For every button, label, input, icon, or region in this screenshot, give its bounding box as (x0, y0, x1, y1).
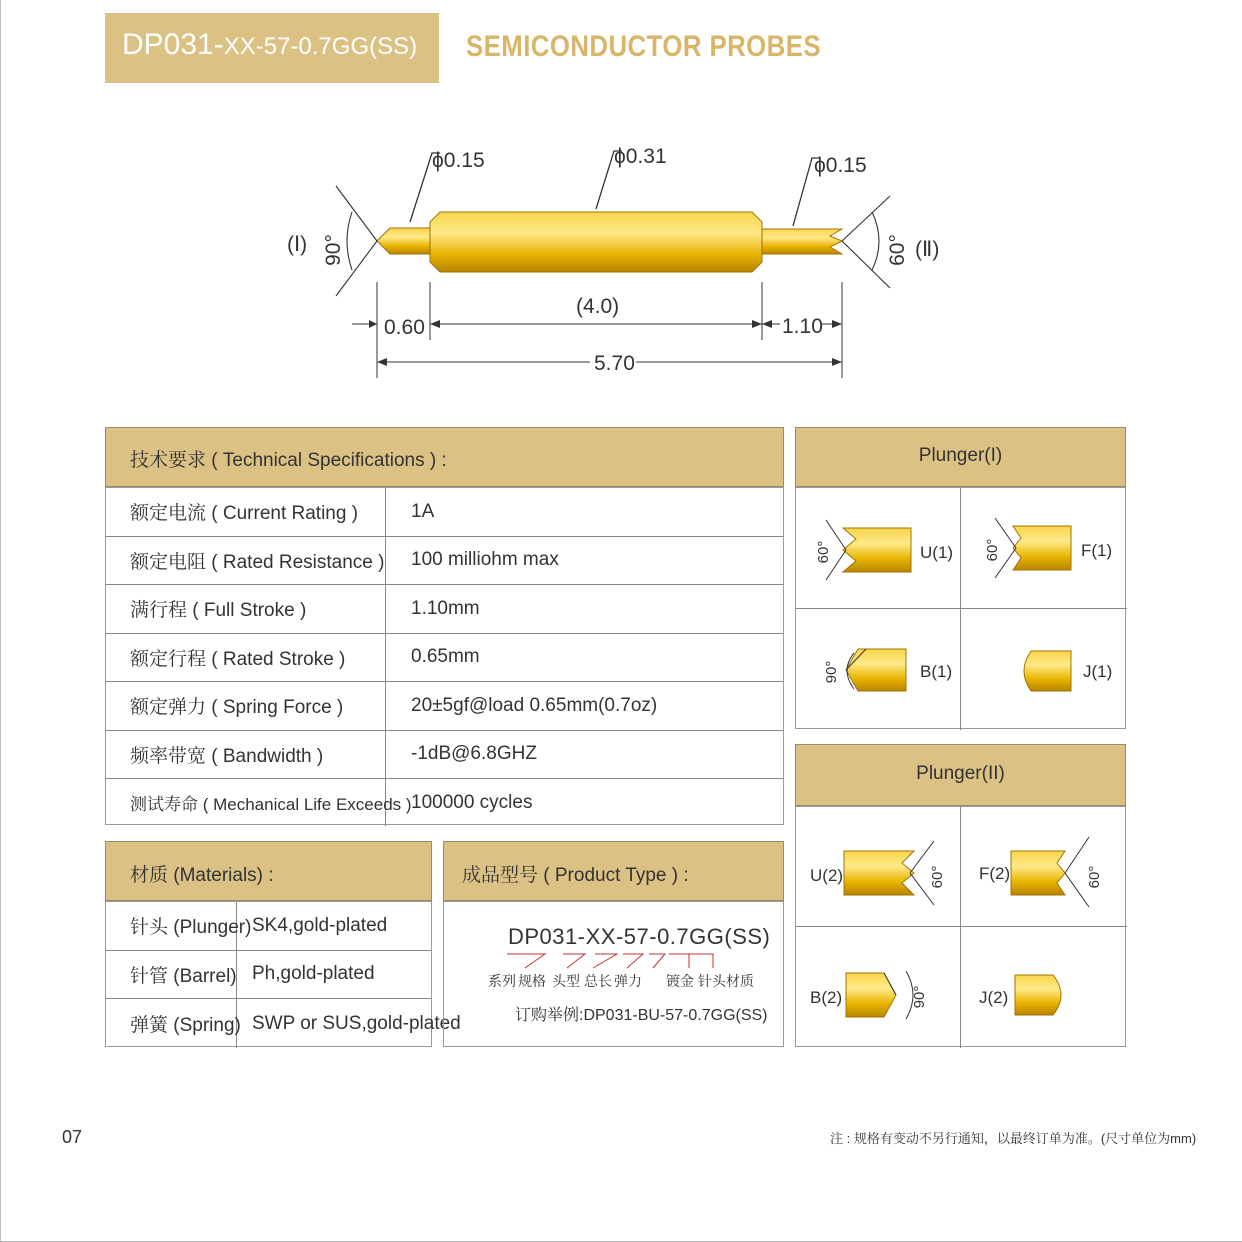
right-plunger-shape (762, 229, 842, 254)
spec-value: 100 milliohm max (411, 549, 559, 571)
tip-label: B(1) (920, 662, 953, 681)
len-tip-left: 0.60 (384, 316, 425, 339)
len-total: 5.70 (594, 352, 635, 375)
plunger-I-label: (Ⅰ) (287, 233, 308, 256)
spec-value: 20±5gf@load 0.65mm(0.7oz) (411, 694, 658, 716)
footer-note: 注 : 规格有变动不另行通知，以最终订单为准。(尺寸单位为mm) (830, 1131, 1197, 1146)
tip-label: U(2) (810, 866, 844, 885)
angle-left-label: 90° (322, 234, 345, 266)
table-row (106, 488, 783, 537)
tech-spec-table (105, 487, 784, 825)
plunger-U2 (796, 807, 961, 927)
angle-label: 60° (929, 865, 946, 889)
spec-label: 额定行程 ( Rated Stroke ) (106, 634, 386, 682)
barrel-shape (430, 212, 762, 272)
tech-spec-header: 技术要求 ( Technical Specifications ) : (105, 427, 784, 487)
angle-label: 90° (823, 660, 840, 684)
table-row (106, 634, 783, 683)
material-label: 弹簧 (Spring) (106, 999, 237, 1048)
spec-label: 额定弹力 ( Spring Force ) (106, 682, 386, 730)
materials-header: 材质 (Materials) : (105, 841, 432, 901)
table-row (106, 779, 783, 826)
material-value: SWP or SUS,gold-plated (252, 1012, 461, 1034)
plunger-F1 (961, 488, 1127, 609)
product-code-part: 针头材质 (698, 973, 754, 989)
left-plunger-shape (377, 228, 430, 254)
tip-label: F(1) (1081, 541, 1113, 560)
plunger-I-header: Plunger(I) (795, 427, 1126, 487)
plunger-B2 (796, 927, 961, 1048)
len-barrel: (4.0) (576, 295, 620, 318)
product-type-header: 成品型号 ( Product Type ) : (443, 841, 784, 901)
plunger-I-grid (795, 487, 1126, 729)
table-row (106, 537, 783, 586)
spec-value: -1dB@6.8GHZ (411, 743, 537, 765)
plunger-U1 (796, 488, 961, 609)
plunger-II-label: (Ⅱ) (915, 238, 940, 261)
spec-label: 测试寿命 ( Mechanical Life Exceeds ) (106, 779, 386, 826)
spec-label: 频率带宽 ( Bandwidth ) (106, 731, 386, 779)
material-label: 针管 (Barrel) (106, 951, 237, 999)
angle-label: 60° (984, 538, 1001, 562)
plunger-J1 (961, 609, 1127, 730)
angle-label: 90° (911, 985, 928, 1009)
product-code-part: 总长 (584, 973, 612, 989)
table-row (106, 951, 431, 1000)
plunger-II-grid (795, 806, 1126, 1047)
tip-label: F(2) (979, 864, 1011, 883)
plunger-J2 (961, 927, 1127, 1048)
tip-label: U(1) (920, 543, 954, 562)
page-number: 07 (62, 1127, 83, 1147)
tip-label: J(2) (979, 988, 1009, 1007)
table-row (106, 999, 461, 1048)
tip-label: J(1) (1083, 662, 1113, 681)
product-code: DP031-XX-57-0.7GG(SS) (508, 924, 771, 949)
material-label: 针头 (Plunger) (106, 902, 237, 950)
angle-right-label: 60° (886, 234, 909, 266)
spec-label: 满行程 ( Full Stroke ) (106, 585, 386, 633)
table-row (106, 731, 783, 780)
dia-right-label: ϕ0.15 (814, 154, 867, 177)
len-tip-right: 1.10 (782, 315, 823, 338)
dia-left-label: ϕ0.15 (432, 149, 485, 172)
spec-value: 1A (411, 500, 435, 522)
probe-drawing (270, 135, 960, 395)
product-category-title: SEMICONDUCTOR PROBES (466, 30, 822, 63)
product-code-part: 系列 (488, 973, 516, 989)
product-code-part: 头型 (552, 973, 580, 989)
materials-table (105, 901, 461, 1047)
angle-label: 60° (815, 540, 832, 564)
order-example: 订购举例:DP031-BU-57-0.7GG(SS) (515, 1007, 768, 1024)
spec-value: 0.65mm (411, 646, 480, 668)
product-code-part: 弹力 (614, 973, 642, 989)
spec-label: 额定电阻 ( Rated Resistance ) (106, 537, 386, 585)
table-row (106, 585, 783, 634)
spec-value: 1.10mm (411, 597, 480, 619)
material-value: Ph,gold-plated (252, 963, 375, 985)
spec-value: 100000 cycles (411, 791, 533, 813)
table-row (106, 682, 783, 731)
product-code-part: 镀金 (666, 973, 694, 989)
plunger-B1 (796, 609, 961, 730)
spec-label: 额定电流 ( Current Rating ) (106, 488, 386, 536)
model-title: DP031-XX-57-0.7GG(SS) (122, 28, 418, 61)
angle-label: 60° (1086, 865, 1103, 889)
material-value: SK4,gold-plated (252, 914, 388, 936)
plunger-II-header: Plunger(II) (795, 744, 1126, 806)
dia-center-label: ϕ0.31 (614, 145, 667, 168)
plunger-F2 (961, 807, 1127, 927)
table-row (106, 902, 431, 951)
tip-label: B(2) (810, 988, 843, 1007)
product-code-part: 规格 (518, 973, 546, 989)
